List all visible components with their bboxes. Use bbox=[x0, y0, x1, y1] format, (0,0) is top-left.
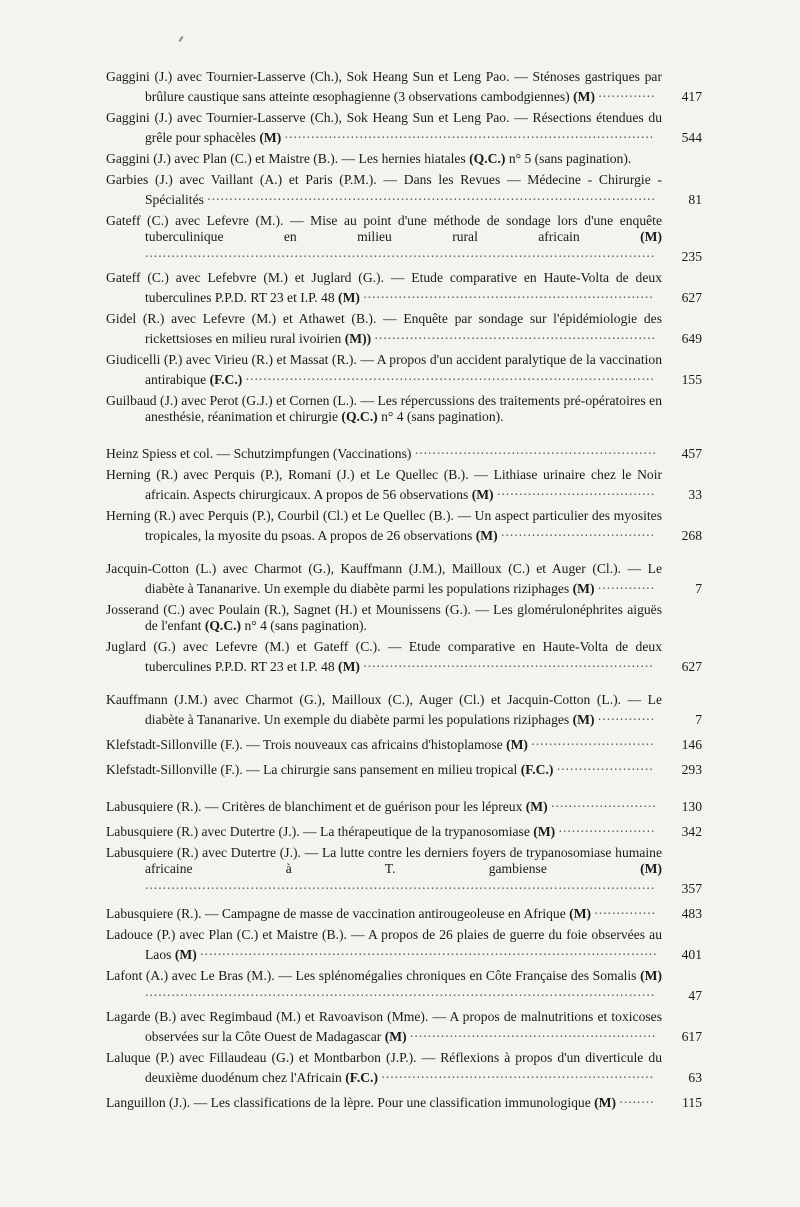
entry-text bbox=[106, 467, 662, 503]
author-index bbox=[106, 69, 702, 1116]
publication-type-tag: (M) bbox=[338, 290, 360, 305]
index-entry bbox=[106, 639, 702, 675]
entry-citation: Lagarde (B.) avec Regimbaud (M.) et Ravoavison (Mme). — A propos de malnutritions et toxicoses observées sur la Côte Ouest de Madagascar bbox=[106, 1009, 662, 1044]
publication-type-tag: (F.C.) bbox=[345, 1070, 378, 1085]
page-number: 47 bbox=[688, 988, 702, 1003]
entry-citation: Languillon (J.). — Les classifications de la lèpre. Pour une classification immunologique bbox=[106, 1095, 591, 1110]
entry-citation: Labusquiere (R.). — Critères de blanchiment et de guérison pour les lépreux bbox=[106, 799, 523, 814]
page-number: 627 bbox=[681, 659, 702, 674]
page-number: 457 bbox=[681, 446, 702, 461]
page-number: 7 bbox=[695, 712, 702, 727]
entry-citation: Labusquiere (R.) avec Dutertre (J.). — La lutte contre les derniers foyers de trypanosomiase humaine africaine à T. gambiense bbox=[106, 845, 662, 876]
entry-citation: Labusquiere (R.) avec Dutertre (J.). — La thérapeutique de la trypanosomiase bbox=[106, 824, 530, 839]
publication-type-tag: (M) bbox=[259, 130, 282, 145]
index-entry bbox=[106, 758, 702, 778]
dot-leader: .................................................................. bbox=[363, 655, 654, 670]
publication-type-tag: (Q.C.) bbox=[469, 151, 506, 166]
entry-text bbox=[106, 758, 662, 778]
entry-citation: Giudicelli (P.) avec Virieu (R.) et Massat (R.). — A propos d'un accident paralytique de la vaccination antirabique bbox=[106, 352, 662, 387]
publication-type-tag: (M) bbox=[572, 712, 595, 727]
entry-citation: Gidel (R.) avec Lefevre (M.) et Athawet (B.). — Enquête par sondage sur l'épidémiologie des rickettsioses en milieu rural ivoirien bbox=[106, 311, 662, 346]
entry-text bbox=[106, 795, 662, 815]
entry-citation: Heinz Spiess et col. — Schutzimpfungen (Vaccinations) bbox=[106, 446, 412, 461]
page-number: 115 bbox=[682, 1095, 702, 1110]
index-entry bbox=[106, 692, 702, 728]
entry-text bbox=[106, 902, 662, 922]
entry-citation: Guilbaud (J.) avec Perot (G.J.) et Cornen (L.). — Les répercussions des traitements pré-opératoires en anesthésie, réanimation et chirurgie bbox=[106, 393, 662, 424]
publication-type-tag: (Q.C.) bbox=[204, 618, 242, 633]
publication-type-tag: (M)) bbox=[344, 331, 372, 346]
page-number: 293 bbox=[681, 762, 702, 777]
index-entry bbox=[106, 213, 702, 265]
index-entry bbox=[106, 1009, 702, 1045]
entry-text bbox=[106, 110, 662, 146]
dot-leader: ...................... bbox=[558, 820, 656, 835]
page-number: 33 bbox=[688, 487, 702, 502]
dot-leader: .................................... bbox=[497, 483, 656, 498]
page-number: 544 bbox=[681, 130, 702, 145]
entry-citation: Gateff (C.) avec Lefevre (M.). — Mise au point d'une méthode de sondage lors d'une enquête tuberculinique en milieu rural africain bbox=[106, 213, 662, 244]
entry-citation: Gaggini (J.) avec Plan (C.) et Maistre (B.). — Les hernies hiatales bbox=[106, 151, 466, 166]
index-entry bbox=[106, 352, 702, 388]
publication-type-tag: (M) bbox=[569, 906, 592, 921]
dot-leader: ........................................................ bbox=[410, 1025, 657, 1040]
page-number: 7 bbox=[695, 581, 702, 596]
entry-text bbox=[106, 733, 662, 753]
entry-citation: Garbies (J.) avec Vaillant (A.) et Paris (P.M.). — Dans les Revues — Médecine - Chirurgie - Spécialités bbox=[106, 172, 662, 207]
publication-type-tag: (M) bbox=[640, 229, 662, 244]
index-entry bbox=[106, 602, 702, 634]
scan-mark bbox=[178, 36, 183, 42]
entry-text bbox=[106, 927, 662, 963]
dot-leader: ....................................................... bbox=[414, 442, 657, 457]
index-entry bbox=[106, 508, 702, 544]
dot-leader: ........................................................................................................ bbox=[200, 943, 658, 958]
publication-type-tag: (M) bbox=[640, 861, 662, 876]
entry-text bbox=[106, 172, 662, 208]
publication-type-tag: (M) bbox=[471, 487, 494, 502]
index-entry bbox=[106, 1050, 702, 1086]
publication-type-tag: (M) bbox=[338, 659, 360, 674]
publication-type-tag: (Q.C.) bbox=[341, 409, 378, 424]
dot-leader: ............................ bbox=[531, 733, 655, 748]
entry-text bbox=[106, 968, 662, 1004]
publication-type-tag: (F.C.) bbox=[520, 762, 554, 777]
index-entry bbox=[106, 1091, 702, 1111]
dot-leader: ........ bbox=[619, 1091, 655, 1106]
index-entry bbox=[106, 820, 702, 840]
entry-citation: Lafont (A.) avec Le Bras (M.). — Les splénomégalies chroniques en Côte Française des Somalis bbox=[106, 968, 637, 983]
page-number: 81 bbox=[688, 192, 702, 207]
page-number: 649 bbox=[681, 331, 702, 346]
entry-text bbox=[106, 393, 662, 425]
entry-citation: Jacquin-Cotton (L.) avec Charmot (G.), Kauffmann (J.M.), Mailloux (C.) et Auger (Cl.). — Le diabète à Tananarive. Un exemple du diabète parmi les populations riziphages bbox=[106, 561, 662, 596]
dot-leader: ................................... bbox=[501, 524, 655, 539]
entry-text bbox=[106, 311, 662, 347]
dot-leader: ...................................................................................................... bbox=[207, 188, 656, 203]
dot-leader: .................................................................. bbox=[363, 286, 654, 301]
entry-citation: Gateff (C.) avec Lefebvre (M.) et Juglard (G.). — Etude comparative en Haute-Volta de deux tuberculines P.P.D. RT 23 et I.P. 48 bbox=[106, 270, 662, 305]
entry-note: n° 5 (sans pagination). bbox=[508, 151, 632, 166]
index-entry bbox=[106, 968, 702, 1004]
dot-leader: ............. bbox=[597, 708, 656, 723]
index-entry bbox=[106, 561, 702, 597]
publication-type-tag: (M) bbox=[525, 799, 548, 814]
index-entry bbox=[106, 733, 702, 753]
dot-leader: ............................................................................................. bbox=[245, 368, 655, 383]
dot-leader: ........................ bbox=[551, 795, 657, 810]
publication-type-tag: (M) bbox=[572, 581, 595, 596]
publication-type-tag: (M) bbox=[384, 1029, 407, 1044]
page-number: 63 bbox=[688, 1070, 702, 1085]
publication-type-tag: (M) bbox=[594, 1095, 617, 1110]
page-number: 155 bbox=[681, 372, 702, 387]
dot-leader: ............. bbox=[597, 577, 656, 592]
entry-text bbox=[106, 442, 662, 462]
entry-text bbox=[106, 1050, 662, 1086]
index-entry bbox=[106, 69, 702, 105]
publication-type-tag: (M) bbox=[475, 528, 498, 543]
page-number: 235 bbox=[681, 249, 702, 264]
dot-leader: ................................................................ bbox=[374, 327, 657, 342]
page-number: 342 bbox=[681, 824, 702, 839]
index-entry bbox=[106, 927, 702, 963]
dot-leader: .................................................................................................................... bbox=[145, 245, 656, 260]
entry-text bbox=[106, 270, 662, 306]
index-entry bbox=[106, 151, 702, 167]
page-number: 401 bbox=[681, 947, 702, 962]
entry-citation: Klefstadt-Sillonville (F.). — La chirurgie sans pansement en milieu tropical bbox=[106, 762, 518, 777]
page-number: 130 bbox=[681, 799, 702, 814]
entry-text bbox=[106, 508, 662, 544]
index-entry bbox=[106, 845, 702, 897]
index-entry bbox=[106, 311, 702, 347]
dot-leader: ...................... bbox=[556, 758, 654, 773]
index-entry bbox=[106, 467, 702, 503]
entry-text bbox=[106, 69, 662, 105]
index-entry bbox=[106, 270, 702, 306]
entry-note: n° 4 (sans pagination). bbox=[381, 409, 504, 424]
publication-type-tag: (M) bbox=[506, 737, 528, 752]
entry-citation: Gaggini (J.) avec Tournier-Lasserve (Ch.), Sok Heang Sun et Leng Pao. — Sténoses gastriques par brûlure caustique sans atteinte œsophagienne (3 observations cambodgiennes) bbox=[106, 69, 662, 104]
entry-text bbox=[106, 151, 662, 167]
index-entry bbox=[106, 110, 702, 146]
entry-text bbox=[106, 602, 662, 634]
entry-text bbox=[106, 639, 662, 675]
index-entry bbox=[106, 442, 702, 462]
page-number: 357 bbox=[681, 881, 702, 896]
entry-text bbox=[106, 213, 662, 265]
publication-type-tag: (M) bbox=[573, 89, 595, 104]
page-number: 146 bbox=[681, 737, 702, 752]
entry-citation: Josserand (C.) avec Poulain (R.), Sagnet (H.) et Mounissens (G.). — Les glomérulonéphrites aiguës de l'enfant bbox=[106, 602, 662, 633]
entry-text bbox=[106, 561, 662, 597]
entry-text bbox=[106, 1091, 662, 1111]
dot-leader: .................................................................................... bbox=[284, 126, 655, 141]
page-number: 268 bbox=[681, 528, 702, 543]
entry-text bbox=[106, 845, 662, 897]
publication-type-tag: (M) bbox=[533, 824, 556, 839]
page-number: 417 bbox=[681, 89, 702, 104]
entry-citation: Ladouce (P.) avec Plan (C.) et Maistre (B.). — A propos de 26 plaies de guerre du foie observées au Laos bbox=[106, 927, 662, 962]
publication-type-tag: (F.C.) bbox=[209, 372, 243, 387]
dot-leader: .................................................................................................................... bbox=[145, 984, 656, 999]
entry-text bbox=[106, 1009, 662, 1045]
page-number: 483 bbox=[681, 906, 702, 921]
entry-text bbox=[106, 352, 662, 388]
entry-text bbox=[106, 820, 662, 840]
entry-text bbox=[106, 692, 662, 728]
index-entry bbox=[106, 795, 702, 815]
page-number: 617 bbox=[681, 1029, 702, 1044]
index-entry bbox=[106, 172, 702, 208]
index-entry bbox=[106, 902, 702, 922]
dot-leader: ............. bbox=[598, 85, 656, 100]
entry-citation: Labusquiere (R.). — Campagne de masse de vaccination antirougeoleuse en Afrique bbox=[106, 906, 566, 921]
dot-leader: .............................................................. bbox=[381, 1066, 655, 1081]
publication-type-tag: (M) bbox=[640, 968, 662, 983]
dot-leader: .............. bbox=[594, 902, 657, 917]
dot-leader: .................................................................................................................... bbox=[145, 877, 656, 892]
index-entry bbox=[106, 393, 702, 425]
publication-type-tag: (M) bbox=[174, 947, 197, 962]
entry-citation: Juglard (G.) avec Lefevre (M.) et Gateff (C.). — Etude comparative en Haute-Volta de deux tuberculines P.P.D. RT 23 et I.P. 48 bbox=[106, 639, 662, 674]
entry-citation: Gaggini (J.) avec Tournier-Lasserve (Ch.), Sok Heang Sun et Leng Pao. — Résections étendues du grêle pour sphacèles bbox=[106, 110, 662, 145]
entry-citation: Kauffmann (J.M.) avec Charmot (G.), Mailloux (C.), Auger (Cl.) et Jacquin-Cotton (L.). — Le diabète à Tananarive. Un exemple du diabète parmi les populations riziphages bbox=[106, 692, 662, 727]
page-number: 627 bbox=[681, 290, 702, 305]
entry-note: n° 4 (sans pagination). bbox=[244, 618, 367, 633]
entry-citation: Herning (R.) avec Perquis (P.), Romani (J.) et Le Quellec (B.). — Lithiase urinaire chez le Noir africain. Aspects chirurgicaux. A propos de 56 observations bbox=[106, 467, 662, 502]
entry-citation: Laluque (P.) avec Fillaudeau (G.) et Montbarbon (J.P.). — Réflexions à propos d'un diverticule du deuxième duodénum chez l'Africain bbox=[106, 1050, 662, 1085]
entry-citation: Herning (R.) avec Perquis (P.), Courbil (Cl.) et Le Quellec (B.). — Un aspect particulier des myosites tropicales, la myosite du psoas. A propos de 26 observations bbox=[106, 508, 662, 543]
entry-citation: Klefstadt-Sillonville (F.). — Trois nouveaux cas africains d'histoplamose bbox=[106, 737, 503, 752]
